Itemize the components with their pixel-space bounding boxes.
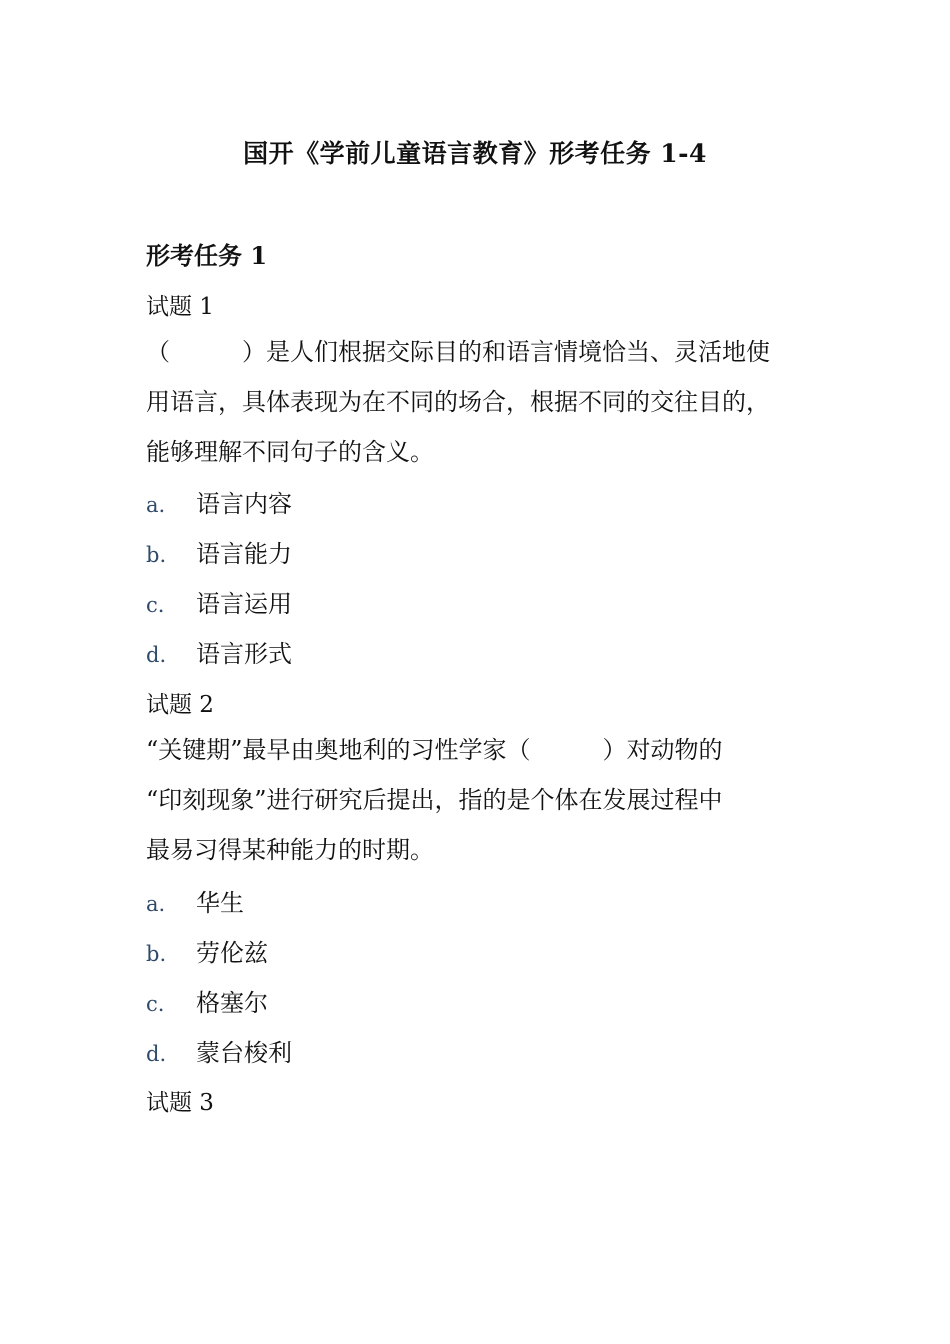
question-2-stem <box>146 734 816 884</box>
question-1-option-a <box>146 484 292 516</box>
question-1-label: 试题 1 <box>146 294 214 320</box>
option-letter: a. <box>146 493 166 517</box>
question-3-label: 试题 3 <box>146 1090 214 1116</box>
question-2-stem-line-2: “印刻现象”进行研究后提出，指的是个体在发展过程中 <box>146 786 723 814</box>
option-text: 语言内容 <box>196 490 292 518</box>
question-1-stem-line-1: （ ）是人们根据交际目的和语言情境恰当、灵活地使 <box>146 338 770 366</box>
option-text: 华生 <box>196 889 244 917</box>
document-title: 国开《学前儿童语言教育》形考任务 1-4 <box>243 139 707 168</box>
option-letter: d. <box>146 1042 167 1066</box>
question-1-option-d <box>146 634 292 666</box>
question-2-option-b <box>146 933 268 965</box>
question-2-option-d <box>146 1033 292 1065</box>
question-2-label: 试题 2 <box>146 692 214 718</box>
option-letter: c. <box>146 593 165 617</box>
question-1-option-b <box>146 534 292 566</box>
option-text: 语言能力 <box>196 540 292 568</box>
question-1-stem-line-2: 用语言，具体表现为在不同的场合，根据不同的交往目的， <box>146 388 770 416</box>
question-2-option-c <box>146 983 268 1015</box>
option-text: 语言运用 <box>196 590 292 618</box>
option-letter: b. <box>146 543 167 567</box>
option-letter: c. <box>146 992 165 1016</box>
question-1-option-c <box>146 584 292 616</box>
question-2-option-a <box>146 883 244 915</box>
option-letter: b. <box>146 942 167 966</box>
question-2-stem-line-3: 最易习得某种能力的时期。 <box>146 836 434 864</box>
option-letter: d. <box>146 643 167 667</box>
question-2-stem-line-1: “关键期”最早由奥地利的习性学家（ ）对动物的 <box>146 736 723 764</box>
option-text: 格塞尔 <box>196 989 268 1017</box>
option-text: 语言形式 <box>196 640 292 668</box>
question-1-stem <box>146 336 816 486</box>
section-heading: 形考任务 1 <box>146 241 268 270</box>
question-1-stem-line-3: 能够理解不同句子的含义。 <box>146 438 434 466</box>
option-letter: a. <box>146 892 166 916</box>
option-text: 劳伦兹 <box>196 939 268 967</box>
option-text: 蒙台梭利 <box>196 1039 292 1067</box>
